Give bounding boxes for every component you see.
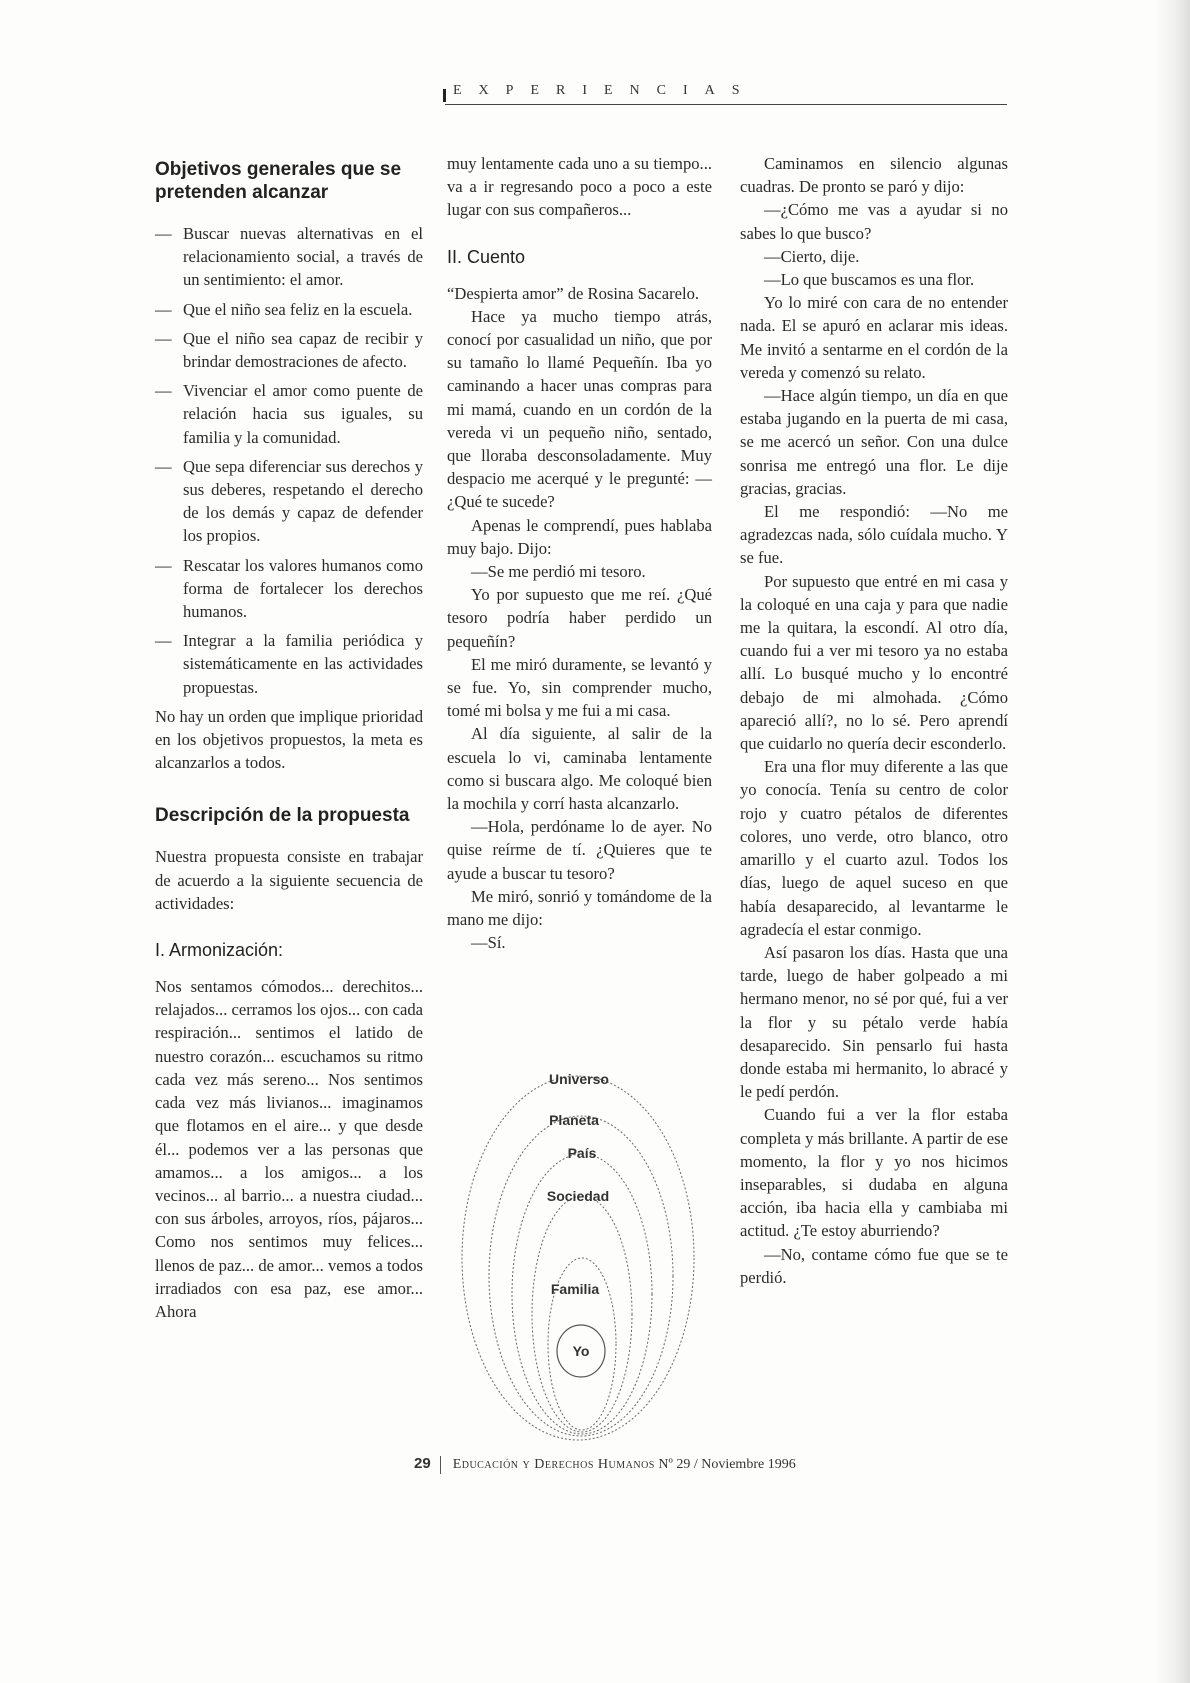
label-planeta: Planeta xyxy=(549,1112,599,1128)
story-paragraph: Caminamos en silencio algunas cuadras. De pronto se paró y dijo: xyxy=(740,154,1008,197)
objective-item: — Que sepa diferenciar sus derechos y sus deberes, respetando el derecho de los demás y capaz de defender los propios. xyxy=(155,455,423,548)
story-paragraph: —Hola, perdóname lo de ayer. No quise reírme de tí. ¿Quieres que te ayude a buscar tu tesoro? xyxy=(447,817,712,883)
label-pais: País xyxy=(567,1145,597,1161)
story-paragraph: Yo lo miré con cara de no entender nada. El se apuró en aclarar mis ideas. Me invitó a sentarme en el cordón de la vereda y comenzó su relato. xyxy=(740,293,1008,382)
ellipse-universo xyxy=(462,1076,694,1440)
story-paragraph: Hace ya mucho tiempo atrás, conocí por casualidad un niño, que por su tamaño lo llamé Pequeñín. Iba yo caminando a hacer unas compras para mi mamá, cuando en un cordón de la vereda vi un pequeño niño, sentado, que lloraba desconsoladamente. Muy despacio me acerqué y le pregunté: —¿Qué te sucede? xyxy=(447,306,712,512)
objectives-list xyxy=(155,222,423,699)
column-1 xyxy=(155,158,423,1323)
story-paragraph: Era una flor muy diferente a las que yo conocía. Tenía su centro de color rojo y cuatro pétalos de diferentes colores, uno verde, otro blanco, otro amarillo y el cuarto azul. Todos los días, luego de aquel suceso en que había desaparecido, al levantarme le agradecía el estar conmigo. xyxy=(740,757,1008,939)
label-familia: Familia xyxy=(550,1281,600,1297)
heading-armonizacion: I. Armonización: xyxy=(155,940,284,961)
heading-objetivos: Objetivos generales que se pretenden alcanzar xyxy=(155,159,402,203)
label-universo: Universo xyxy=(549,1071,609,1087)
footer-separator xyxy=(440,1456,441,1474)
objective-item: — Rescatar los valores humanos como forma de fortalecer los derechos humanos. xyxy=(155,554,423,624)
story-paragraph: Por supuesto que entré en mi casa y la coloqué en una caja y para que nadie me la quitara, la escondí. Al otro día, cuando fui a ver mi tesoro ya no estaba allí. Lo busqué mucho y lo encontré debajo de mi almohada. ¿Cómo apareció allí?, no lo sé. Pero aprendí que cuidarlo no quería decir esconderlo. xyxy=(740,571,1008,754)
paragraph-continuation: muy lentamente cada uno a su tiempo... va a ir regresando poco a poco a este lugar con sus compañeros... xyxy=(447,154,712,220)
objective-item: — Que el niño sea feliz en la escuela. xyxy=(155,298,423,321)
paragraph-orden: No hay un orden que implique prioridad en los objetivos propuestos, la meta es alcanzarlos a todos. xyxy=(155,706,423,773)
story-paragraph: Yo por supuesto que me reí. ¿Qué tesoro podría haber perdido un pequeñín? xyxy=(447,585,712,651)
label-sociedad: Sociedad xyxy=(546,1188,610,1204)
section-title: EXPERIENCIAS xyxy=(453,83,757,98)
heading-descripcion: Descripción de la propuesta xyxy=(155,805,410,827)
heading-cuento: II. Cuento xyxy=(447,246,526,267)
story-paragraph: —Hace algún tiempo, un día en que estaba jugando en la puerta de mi casa, se me acercó un señor. Con una dulce sonrisa me entregó una flor. Le dije gracias, gracias. xyxy=(740,386,1008,498)
column-2 xyxy=(447,152,712,955)
story-paragraph: Así pasaron los días. Hasta que una tarde, luego de haber golpeado a mi hermano menor, no sé por qué, fui a ver la flor y su pétalo verde había desaparecido. Sin pensarlo fui hasta donde estaba mi hermanito, lo abracé y le pedí perdón. xyxy=(740,942,1008,1102)
objective-item: — Vivenciar el amor como puente de relación hacia sus iguales, su familia y la comunidad. xyxy=(155,379,423,449)
story-paragraph: —Se me perdió mi tesoro. xyxy=(471,562,646,582)
story-paragraph: El me respondió: —No me agradezcas nada, sólo cuídala mucho. Y se fue. xyxy=(740,502,1008,568)
story-paragraph: El me miró duramente, se levantó y se fue. Yo, sin comprender mucho, tomé mi bolsa y me fui a mi casa. xyxy=(447,654,712,721)
story-paragraph: Me miró, sonrió y tomándome de la mano me dijo: xyxy=(447,886,712,930)
objective-item: — Integrar a la familia periódica y sistemáticamente en las actividades propuestas. xyxy=(155,629,423,699)
nested-circles-diagram xyxy=(458,1062,718,1444)
paragraph-propuesta: Nuestra propuesta consiste en trabajar de acuerdo a la siguiente secuencia de actividades: xyxy=(155,847,423,913)
binding-shadow xyxy=(1154,0,1190,1683)
issue-info: Nº 29 / Noviembre 1996 xyxy=(658,1457,796,1472)
page-number: 29 xyxy=(414,1455,431,1472)
journal-name: Educación y Derechos Humanos xyxy=(452,1457,655,1472)
ellipse-sociedad xyxy=(532,1196,632,1432)
header-rule xyxy=(445,104,1007,105)
objective-item: — Buscar nuevas alternativas en el relacionamiento social, a través de un sentimiento: el amor. xyxy=(155,222,423,292)
story-paragraph: —No, contame cómo fue que se te perdió. xyxy=(740,1244,1008,1287)
story-paragraph: “Despierta amor” de Rosina Sacarelo. xyxy=(447,283,700,303)
story-paragraph: Cuando fui a ver la flor estaba completa y más brillante. A partir de ese momento, la flor y yo nos hicimos inseparables, si dudaba en alguna acción, iba hacia ella y cambiaba mi actitud. ¿Te estoy aburriendo? xyxy=(740,1105,1008,1241)
column-3 xyxy=(740,152,1008,1289)
header-mark xyxy=(443,89,446,102)
page-footer xyxy=(414,1455,796,1474)
objective-item: — Que el niño sea capaz de recibir y brindar demostraciones de afecto. xyxy=(155,327,423,373)
story-paragraph: —¿Cómo me vas a ayudar si no sabes lo que busco? xyxy=(740,200,1008,243)
label-yo: Yo xyxy=(572,1343,590,1359)
ellipse-planeta xyxy=(489,1116,673,1436)
story-paragraph: —Lo que buscamos es una flor. xyxy=(764,270,975,290)
story-paragraph: Apenas le comprendí, pues hablaba muy bajo. Dijo: xyxy=(447,515,712,558)
story-paragraph: Al día siguiente, al salir de la escuela lo vi, caminaba lentamente como si buscara algo. Me coloqué bien la mochila y corrí hasta alcanzarlo. xyxy=(447,724,712,814)
story-paragraph: —Sí. xyxy=(471,933,506,953)
paragraph-armonizacion: Nos sentamos cómodos... derechitos... relajados... cerramos los ojos... con cada respiración... sentimos el latido de nuestro corazón... escuchamos su ritmo cada vez más sereno... Nos sentimos cada vez más livianos... imaginamos que flotamos en el aire... y que desde él... podemos ver a las personas que amamos... a los amigos... a los vecinos... al barrio... a nuestra ciudad... con sus árboles, arroyos, ríos, pájaros... Como nos sentimos muy felices... llenos de paz... de amor... vemos a todos irradiados con esa paz, ese amor... Ahora xyxy=(155,977,423,1321)
story-paragraph: —Cierto, dije. xyxy=(764,246,860,266)
